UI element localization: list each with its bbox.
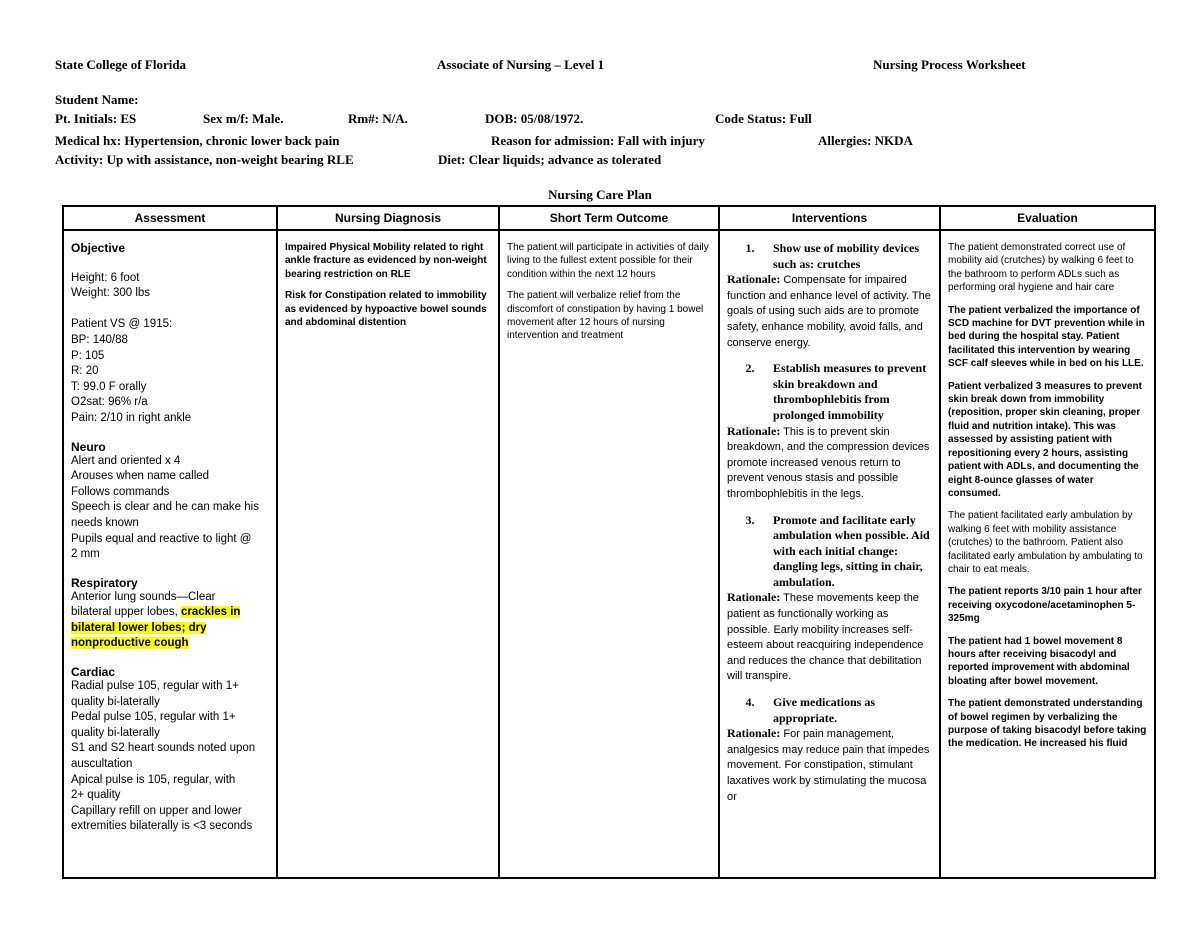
program-name: Associate of Nursing – Level 1 <box>437 57 605 72</box>
rationale-text: These movements keep the patient as functionally working as possible. Early mobility increases self-esteem about reacquiring independence and reduces the chance that debilitation will transpire. <box>727 592 924 683</box>
intervention-number: 4. <box>745 695 755 710</box>
diet: Diet: Clear liquids; advance as tolerated <box>438 152 662 167</box>
rationale-1 <box>727 272 933 351</box>
college-name: State College of Florida <box>55 57 187 72</box>
cardiac-line: quality bi-laterally <box>71 726 160 739</box>
column-header-outcome: Short Term Outcome <box>499 206 719 230</box>
cardiac-line: S1 and S2 heart sounds noted upon <box>71 742 256 755</box>
intervention-number: 1. <box>745 241 755 255</box>
rationale-label: Rationale: <box>727 272 781 287</box>
intervention-number: 3. <box>745 512 755 527</box>
patient-dob: DOB: 05/08/1972. <box>485 111 584 126</box>
evaluation-item: The patient verbalized the importance of SCD machine for DVT prevention while in bed during the hospital stay. Patient facilitated this intervention by wearing SCF calf sleeves while in bed on his LLE. <box>948 304 1145 370</box>
column-header-evaluation: Evaluation <box>940 206 1155 230</box>
table-row <box>63 230 1155 878</box>
care-plan-table <box>62 205 1156 879</box>
intervention-3 <box>727 513 933 591</box>
pulse: P: 105 <box>71 349 105 362</box>
intervention-title: Give medications as appropriate. <box>773 695 875 725</box>
respiratory-line <box>71 621 270 637</box>
code-status: Code Status: Full <box>715 111 812 126</box>
medical-history: Medical hx: Hypertension, chronic lower back pain <box>55 133 340 148</box>
rationale-4 <box>727 726 933 805</box>
rationale-text: Compensate for impaired function and enhance level of activity. The goals of using such aids are to promote safety, enhance mobility, avoid falls, and conserve energy. <box>727 274 931 349</box>
highlighted-finding: crackles in <box>180 606 241 619</box>
evaluation-item: Patient verbalized 3 measures to prevent skin break down from immobility (reposition, proper skin cleaning, proper fluid and nutrition intake). This was assessed by assisting patient with repositioning every 2 hours, assisting patient with ADLs, and documenting the eight 8-ounce glasses of water consumed. <box>948 380 1142 499</box>
cardiac-heading: Cardiac <box>71 665 116 680</box>
cardiac-line: quality bi-laterally <box>71 695 160 708</box>
weight: Weight: 300 lbs <box>71 287 151 300</box>
column-header-interventions: Interventions <box>719 206 940 230</box>
neuro-line: Arouses when name called <box>71 470 210 483</box>
patient-sex: Sex m/f: Male. <box>203 111 284 126</box>
intervention-title: Establish measures to prevent skin breakdown and thrombophlebitis from prolonged immobility <box>773 361 927 422</box>
patient-initials: Pt. Initials: ES <box>55 111 137 126</box>
rationale-label: Rationale: <box>727 590 781 605</box>
rationale-text: This is to prevent skin breakdown, and the compression devices promote increased venous return to prevent venous stasis and possible thrombophlebitis in the legs. <box>727 425 930 500</box>
diagnosis-constipation: Risk for Constipation related to immobility as evidenced by hypoactive bowel sounds and abdominal distention <box>285 290 487 329</box>
rationale-label: Rationale: <box>727 726 781 741</box>
outcome-bowel: The patient will verbalize relief from the discomfort of constipation by having 1 bowel movement after 12 hours of nursing intervention and treatment <box>507 290 704 342</box>
diagnosis-cell <box>277 230 499 878</box>
height: Height: 6 foot <box>71 271 140 284</box>
interventions-cell <box>719 230 940 878</box>
neuro-line: needs known <box>71 516 139 529</box>
neuro-line: Speech is clear and he can make his <box>71 501 259 514</box>
neuro-line: Alert and oriented x 4 <box>71 454 181 467</box>
cardiac-line: Pedal pulse 105, regular with 1+ <box>71 711 236 724</box>
intervention-number: 2. <box>745 361 755 376</box>
cardiac-line: 2+ quality <box>71 789 121 802</box>
blood-pressure: BP: 140/88 <box>71 333 128 346</box>
assessment-cell <box>63 230 277 878</box>
outcome-cell <box>499 230 719 878</box>
rationale-label: Rationale: <box>727 423 781 438</box>
intervention-title: Show use of mobility devices such as: crutches <box>773 241 920 271</box>
neuro-line: Pupils equal and reactive to light @ <box>71 532 252 545</box>
objective-heading: Objective <box>71 241 126 255</box>
table-header-row <box>63 206 1155 230</box>
intervention-1 <box>727 241 933 272</box>
column-header-diagnosis: Nursing Diagnosis <box>277 206 499 230</box>
admission-reason: Reason for admission: Fall with injury <box>491 133 705 148</box>
evaluation-item: The patient demonstrated correct use of mobility aid (crutches) by walking 6 feet to the bathroom to perform ADLs such as performing oral hygiene and hair care <box>948 242 1134 294</box>
pain-score: Pain: 2/10 in right ankle <box>71 411 192 424</box>
respiratory-line <box>71 636 270 652</box>
highlighted-finding: nonproductive cough <box>71 637 189 650</box>
respiratory-text: bilateral upper lobes, <box>71 606 181 619</box>
intervention-title: Promote and facilitate early ambulation when possible. Aid with each initial change: dangling legs, sitting in chair, ambulation. <box>773 512 930 589</box>
oxygen-saturation: O2sat: 96% r/a <box>71 396 148 409</box>
highlighted-finding: bilateral lower lobes; dry <box>71 621 207 634</box>
rationale-2 <box>727 424 933 503</box>
respiratory-line <box>71 605 270 621</box>
worksheet-title: Nursing Process Worksheet <box>873 57 1026 72</box>
evaluation-cell <box>940 230 1155 878</box>
cardiac-line: auscultation <box>71 758 133 771</box>
activity: Activity: Up with assistance, non-weight bearing RLE <box>55 152 354 167</box>
respiratory-line: Anterior lung sounds—Clear <box>71 590 216 603</box>
cardiac-line: Apical pulse is 105, regular, with <box>71 773 236 786</box>
rationale-3 <box>727 590 933 685</box>
neuro-heading: Neuro <box>71 439 106 454</box>
respiratory-heading: Respiratory <box>71 575 138 590</box>
temperature: T: 99.0 F orally <box>71 380 147 393</box>
cardiac-line: extremities bilaterally is <3 seconds <box>71 820 253 833</box>
intervention-2 <box>727 361 933 423</box>
intervention-4 <box>727 695 933 726</box>
cardiac-line: Capillary refill on upper and lower <box>71 804 242 817</box>
student-name-label: Student Name: <box>55 92 139 107</box>
neuro-line: 2 mm <box>71 548 100 561</box>
outcome-adl: The patient will participate in activities of daily living to the fullest extent possible for their condition within the next 12 hours <box>507 242 709 280</box>
evaluation-item: The patient reports 3/10 pain 1 hour after receiving oxycodone/acetaminophen 5-325mg <box>948 586 1142 625</box>
evaluation-item: The patient had 1 bowel movement 8 hours after receiving bisacodyl and reported improvement with abdominal bloating after bowel movement. <box>948 635 1130 687</box>
respirations: R: 20 <box>71 365 99 378</box>
allergies: Allergies: NKDA <box>818 133 913 148</box>
column-header-assessment: Assessment <box>63 206 277 230</box>
evaluation-item: The patient facilitated early ambulation by walking 6 feet with mobility assistance (crutches) to the bathroom. Patient also facilitated early ambulation by ambulating to chair to eat meals. <box>948 510 1143 575</box>
vital-signs-heading: Patient VS @ 1915: <box>71 318 173 331</box>
neuro-line: Follows commands <box>71 485 170 498</box>
cardiac-line: Radial pulse 105, regular with 1+ <box>71 680 239 693</box>
diagnosis-mobility: Impaired Physical Mobility related to right ankle fracture as evidenced by non-weight bearing restriction on RLE <box>285 242 487 280</box>
rationale-text: For pain management, analgesics may reduce pain that impedes movement. For constipation, stimulant laxatives work by stimulating the mucosa or <box>727 728 930 803</box>
care-plan-title: Nursing Care Plan <box>548 187 652 202</box>
patient-room: Rm#: N/A. <box>348 111 408 126</box>
evaluation-item: The patient demonstrated understanding of bowel regimen by verbalizing the purpose of taking bisacodyl before taking the medication. He increased his fluid <box>948 698 1147 750</box>
